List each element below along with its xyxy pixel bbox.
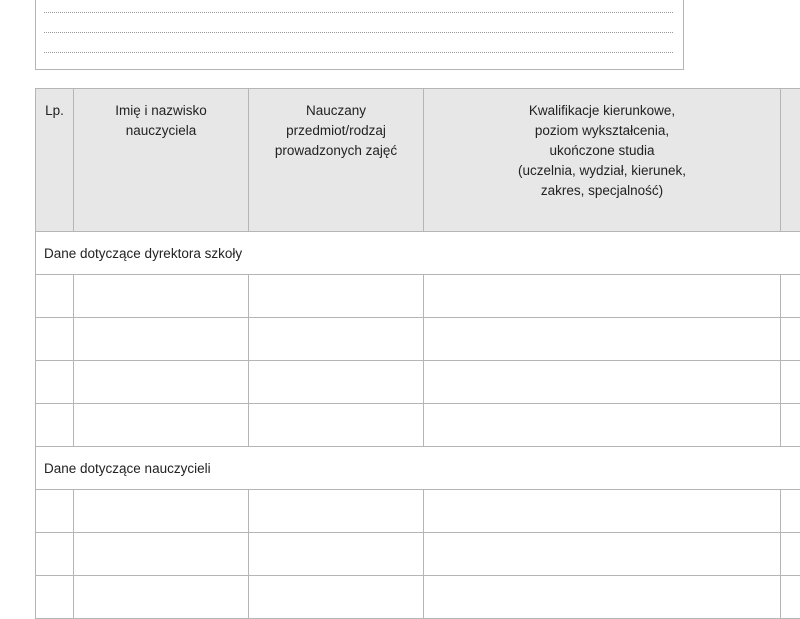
table-row xyxy=(36,318,800,361)
cell-qualifications[interactable] xyxy=(424,533,781,576)
cell-subject[interactable] xyxy=(249,490,424,533)
cell-extra[interactable] xyxy=(781,361,800,404)
cell-lp[interactable] xyxy=(36,361,74,404)
cell-lp[interactable] xyxy=(36,318,74,361)
cell-qualifications[interactable] xyxy=(424,318,781,361)
cell-name[interactable] xyxy=(74,533,249,576)
section-row-director xyxy=(36,232,800,275)
cell-qualifications[interactable] xyxy=(424,576,781,619)
header-qualifications: Kwalifikacje kierunkowe, poziom wykształcenia, ukończone studia (uczelnia, wydział, kierunek, zakres, specjalność) xyxy=(424,89,781,232)
cell-subject[interactable] xyxy=(249,318,424,361)
table-row xyxy=(36,490,800,533)
cell-name[interactable] xyxy=(74,576,249,619)
table-row xyxy=(36,275,800,318)
table-header-row xyxy=(36,89,800,232)
cell-name[interactable] xyxy=(74,404,249,447)
header-lp: Lp. xyxy=(36,89,74,232)
header-teacher-name: Imię i nazwisko nauczyciela xyxy=(74,89,249,232)
table-row xyxy=(36,404,800,447)
table-row xyxy=(36,533,800,576)
cell-name[interactable] xyxy=(74,361,249,404)
cell-extra[interactable] xyxy=(781,533,800,576)
cell-extra[interactable] xyxy=(781,404,800,447)
cell-qualifications[interactable] xyxy=(424,361,781,404)
dotted-line xyxy=(44,12,673,13)
cell-extra[interactable] xyxy=(781,576,800,619)
header-subject: Nauczany przedmiot/rodzaj prowadzonych zajęć xyxy=(249,89,424,232)
section-row-teachers xyxy=(36,447,800,490)
cell-lp[interactable] xyxy=(36,490,74,533)
cell-subject[interactable] xyxy=(249,576,424,619)
cell-subject[interactable] xyxy=(249,361,424,404)
cell-qualifications[interactable] xyxy=(424,404,781,447)
dotted-line xyxy=(44,52,673,53)
cell-qualifications[interactable] xyxy=(424,490,781,533)
cell-lp[interactable] xyxy=(36,275,74,318)
teachers-table xyxy=(35,88,800,619)
table-row xyxy=(36,576,800,619)
cell-name[interactable] xyxy=(74,275,249,318)
notes-box xyxy=(35,0,684,70)
cell-extra[interactable] xyxy=(781,318,800,361)
dotted-line xyxy=(44,32,673,33)
cell-lp[interactable] xyxy=(36,404,74,447)
cell-extra[interactable] xyxy=(781,275,800,318)
cell-name[interactable] xyxy=(74,490,249,533)
cell-subject[interactable] xyxy=(249,275,424,318)
section-label-director: Dane dotyczące dyrektora szkoły xyxy=(36,232,800,275)
cell-subject[interactable] xyxy=(249,533,424,576)
cell-lp[interactable] xyxy=(36,533,74,576)
cell-qualifications[interactable] xyxy=(424,275,781,318)
cell-lp[interactable] xyxy=(36,576,74,619)
cell-subject[interactable] xyxy=(249,404,424,447)
header-extra xyxy=(781,89,800,232)
table-row xyxy=(36,361,800,404)
cell-name[interactable] xyxy=(74,318,249,361)
cell-extra[interactable] xyxy=(781,490,800,533)
section-label-teachers: Dane dotyczące nauczycieli xyxy=(36,447,800,490)
